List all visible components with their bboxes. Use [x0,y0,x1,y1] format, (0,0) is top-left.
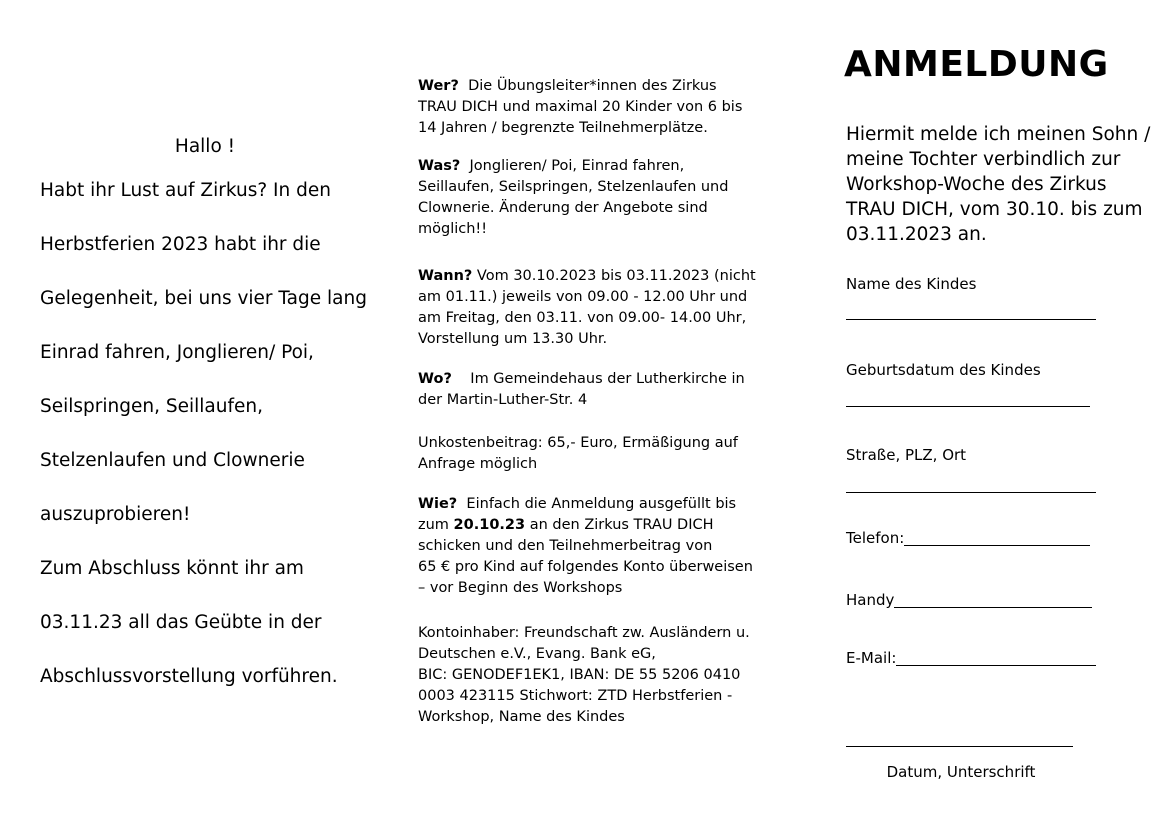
section-wo [418,369,766,411]
field-row-handy [846,590,1092,610]
field-label-adresse: Straße, PLZ, Ort [846,446,967,464]
section-wo-text: Im Gemeindehaus der Lutherkirche in der Martin-Luther-Str. 4 [418,371,745,408]
section-wo-label: Wo? [418,371,452,387]
kontoinhaber-text: Kontoinhaber: Freundschaft zw. Ausländern u. Deutschen e.V., Evang. Bank eG, BIC: GENODEF1EK1, IBAN: DE 55 5206 0410 0003 423115 Stichwort: ZTD Herbstferien - Workshop, Name des Kindes [418,625,750,725]
field-line-handy [894,607,1092,608]
section-wie-deadline: 20.10.23 [453,517,526,533]
greeting-text: Hallo ! [174,136,236,157]
registration-intro: Hiermit melde ich meinen Sohn / meine Tochter verbindlich zur Workshop-Woche des Zirkus TRAU DICH, vom 30.10. bis zum 03.11.2023 an. [846,124,1151,245]
field-line-name [846,319,1096,320]
section-was [418,156,766,240]
field-line-geburtsdatum [846,406,1090,407]
section-wie [418,494,766,599]
section-wer-label: Wer? [418,78,459,94]
field-label-email: E-Mail: [846,649,897,667]
section-kontoinhaber [418,623,766,728]
unkostenbeitrag-text: Unkostenbeitrag: 65,- Euro, Ermäßigung auf Anfrage möglich [418,435,738,472]
page-title: ANMELDUNG [844,44,1109,85]
signature-caption: Datum, Unterschrift [886,763,1036,781]
field-row-telefon [846,528,1090,548]
field-label-telefon: Telefon: [846,529,905,547]
field-label-geburtsdatum: Geburtsdatum des Kindes [846,361,1041,379]
field-line-telefon [904,545,1090,546]
section-was-label: Was? [418,158,461,174]
field-line-adresse [846,492,1096,493]
field-label-name: Name des Kindes [846,275,977,293]
section-wer [418,76,766,139]
section-wann [418,266,766,350]
section-wann-text: Vom 30.10.2023 bis 03.11.2023 (nicht am 01.11.) jeweils von 09.00 - 12.00 Uhr und am Freitag, den 03.11. von 09.00- 14.00 Uhr, Vorstellung um 13.30 Uhr. [418,268,756,347]
section-wer-text: Die Übungsleiter*innen des Zirkus TRAU DICH und maximal 20 Kinder von 6 bis 14 Jahren / begrenzte Teilnehmerplätze. [418,78,743,136]
field-row-email [846,648,1096,668]
section-unkostenbeitrag [418,433,766,475]
section-wie-text-pre: Einfach die Anmeldung ausgefüllt bis zum [418,496,737,533]
section-wie-text-post: an den Zirkus TRAU DICH schicken und den Teilnehmerbeitrag von 65 € pro Kind auf folgendes Konto überweisen – vor Beginn des Workshops [418,517,753,596]
field-line-email [896,665,1096,666]
signature-line [846,746,1073,747]
section-was-text: Jonglieren/ Poi, Einrad fahren, Seillaufen, Seilspringen, Stelzenlaufen und Clownerie. Änderung der Angebote sind möglich!! [418,158,729,237]
section-wann-label: Wann? [418,268,473,284]
invitation-paragraph: Habt ihr Lust auf Zirkus? In den Herbstferien 2023 habt ihr die Gelegenheit, bei uns vier Tage lang Einrad fahren, Jonglieren/ Poi, Seilspringen, Seillaufen, Stelzenlaufen und Clownerie auszuprobieren! Zum Abschluss könnt ihr am 03.11.23 all das Geübte in der Abschlussvorstellung vorführen. [40,180,367,687]
field-label-handy: Handy [846,591,895,609]
section-wie-label: Wie? [418,496,458,512]
